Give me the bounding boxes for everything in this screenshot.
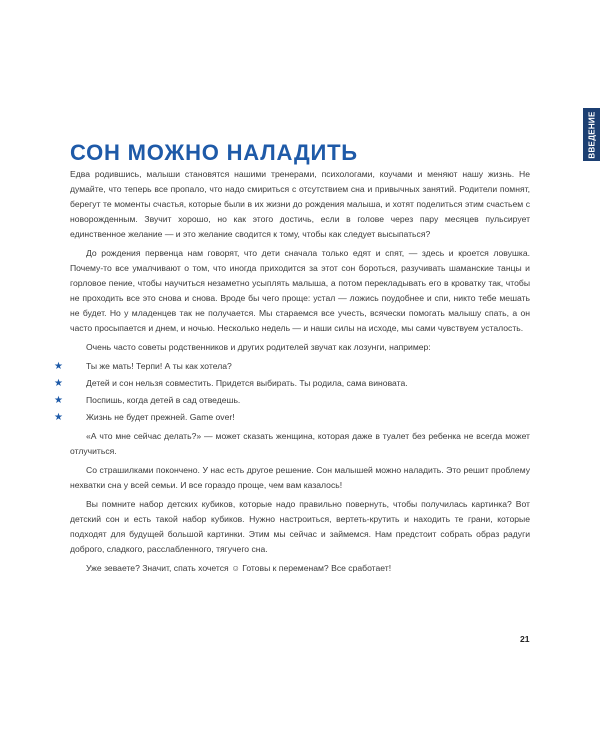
star-icon: ★ [54, 378, 63, 389]
star-icon: ★ [54, 395, 63, 406]
section-tab [583, 108, 600, 161]
slogan-list [54, 359, 530, 425]
body-text [54, 167, 530, 580]
section-tab-label: ВВЕДЕНИЕ [587, 110, 596, 159]
paragraph: Очень часто советы родственников и других родителей звучат как лозунги, например: [86, 342, 431, 352]
page-number: 21 [520, 634, 530, 644]
slogan-item [54, 410, 530, 425]
slogan-text: Жизнь не будет прежней. Game over! [86, 412, 235, 422]
paragraph: «А что мне сейчас делать?» — может сказать женщина, которая даже в туалет без ребенка не всегда может отлучиться. [70, 431, 530, 456]
paragraph: Едва родившись, малыши становятся нашими тренерами, психологами, коучами и меняют нашу жизнь. Не думайте, что теперь все пропало, что надо смириться с отсутствием сна и привычных занятий. Родители помнят, берегут те моменты счастья, которые были в их жизни до рождения малыша, и хотят поделиться этим счастьем с новорожденным. Звучит хорошо, но как этого достичь, если в голове через пару месяцев пульсирует единственное желание — и это желание сводится к тому, чтобы как следует высыпаться? [70, 169, 530, 239]
paragraph: Уже зеваете? Значит, спать хочется ☺ Готовы к переменам? Все сработает! [86, 563, 392, 573]
paragraph: До рождения первенца нам говорят, что дети сначала только едят и спят, — здесь и кроется ловушка. Почему-то все умалчивают о том, что иногда приходится за этот сон бороться, разучивать шаманские танцы и горловое пение, чтобы научиться незаметно усыплять малыша, а потом перекладывать его в кроватку так, чтобы не проходить все это снова и снова. Вроде бы чего проще: устал — ложись поудобнее и спи, никто тебе мешать не будет. Но у младенцев так не получается. Мы стараемся все учесть, всячески помогать малышу спать, а он часто просыпается и днем, и ночью. Несколько недель — и наши силы на исходе, мы сами чувствуем усталость. [70, 248, 530, 333]
slogan-text: Ты же мать! Терпи! А ты как хотела? [86, 361, 232, 371]
star-icon: ★ [54, 361, 63, 372]
slogan-item [54, 393, 530, 408]
slogan-text: Детей и сон нельзя совместить. Придется выбирать. Ты родила, сама виновата. [86, 378, 408, 388]
paragraph: Со страшилками покончено. У нас есть другое решение. Сон малышей можно наладить. Это решит проблему нехватки сна у всей семьи. И все гораздо проще, чем вам казалось! [70, 465, 530, 490]
paragraph: Вы помните набор детских кубиков, которые надо правильно повернуть, чтобы получилась картинка? Вот детский сон и есть такой набор кубиков. Нужно настроиться, вертеть-крутить и находить те грани, которые подходят для будущей большой картинки. Этим мы сейчас и займемся. Нам предстоит собрать образ радуги доброго, сладкого, расслабленного, тягучего сна. [70, 499, 530, 554]
slogan-item [54, 376, 530, 391]
slogan-text: Поспишь, когда детей в сад отведешь. [86, 395, 241, 405]
slogan-item [54, 359, 530, 374]
star-icon: ★ [54, 412, 63, 423]
chapter-heading: СОН МОЖНО НАЛАДИТЬ [70, 140, 358, 165]
